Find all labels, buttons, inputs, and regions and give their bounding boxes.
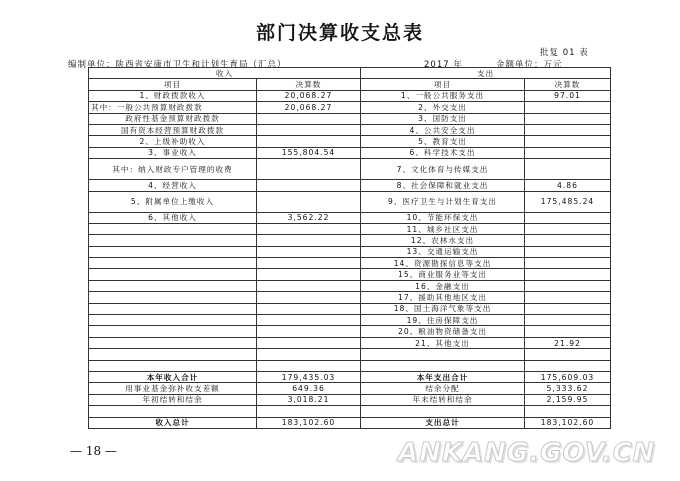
blank-row	[89, 406, 611, 417]
table-row	[89, 136, 611, 147]
expense-total-value: 175,609.03	[525, 371, 611, 382]
income-amount: 3,562.22	[257, 212, 361, 223]
income-item	[89, 315, 257, 326]
grand-income-value: 183,102.60	[257, 417, 361, 428]
expense-item: 13、交通运输支出	[361, 246, 525, 257]
table-row	[89, 280, 611, 291]
income-amount	[257, 337, 361, 348]
income-amount	[257, 280, 361, 291]
expense-amount: 175,485.24	[525, 191, 611, 212]
carry-in-label: 年初结转和结余	[89, 394, 257, 405]
fund-value: 649.36	[257, 383, 361, 394]
table-row	[89, 124, 611, 135]
blank-cell	[525, 406, 611, 417]
site-watermark: ANKANG.GOV.CN	[398, 438, 656, 468]
report-year: 2017 年	[424, 60, 463, 70]
income-amount	[257, 124, 361, 135]
income-amount	[257, 159, 361, 180]
compiling-unit: 编制单位：陕西省安康市卫生和计划生育局（汇总）	[68, 60, 287, 70]
expense-item: 18、国土海洋气象等支出	[361, 303, 525, 314]
expense-header: 支出	[361, 68, 611, 79]
income-item	[89, 280, 257, 291]
income-item	[89, 258, 257, 269]
table-row	[89, 292, 611, 303]
grand-income-label: 收入总计	[89, 417, 257, 428]
table-row	[89, 159, 611, 180]
expense-amount	[525, 159, 611, 180]
fund-label: 用事业基金弥补收支差额	[89, 383, 257, 394]
expense-amount	[525, 292, 611, 303]
expense-item-header: 项目	[361, 79, 525, 90]
expense-item: 16、金融支出	[361, 280, 525, 291]
expense-amount: 97.01	[525, 90, 611, 101]
table-row	[89, 315, 611, 326]
table-row	[89, 102, 611, 113]
income-item	[89, 269, 257, 280]
income-amount	[257, 246, 361, 257]
expense-item	[361, 349, 525, 360]
page-number: — 18 —	[70, 444, 117, 458]
income-amount	[257, 326, 361, 337]
carry-in-value: 3,018.21	[257, 394, 361, 405]
table-row	[89, 258, 611, 269]
carry-out-value: 2,159.95	[525, 394, 611, 405]
income-amount	[257, 223, 361, 234]
expense-amount	[525, 349, 611, 360]
income-item	[89, 292, 257, 303]
income-amount	[257, 292, 361, 303]
income-item	[89, 235, 257, 246]
income-item	[89, 246, 257, 257]
table-row	[89, 113, 611, 124]
expense-total-label: 本年支出合计	[361, 371, 525, 382]
expense-item: 14、资源勘探信息等支出	[361, 258, 525, 269]
expense-item: 4、公共安全支出	[361, 124, 525, 135]
expense-amount: 4.86	[525, 180, 611, 191]
table-row	[89, 191, 611, 212]
expense-amount	[525, 315, 611, 326]
distribution-label: 结余分配	[361, 383, 525, 394]
expense-amount	[525, 102, 611, 113]
expense-amount	[525, 303, 611, 314]
income-amount	[257, 136, 361, 147]
income-amount: 20,068.27	[257, 90, 361, 101]
carryover-row	[89, 394, 611, 405]
income-amount	[257, 303, 361, 314]
table-row	[89, 235, 611, 246]
expense-amount	[525, 280, 611, 291]
income-expense-table	[88, 67, 611, 429]
grand-total-row	[89, 417, 611, 428]
income-amount	[257, 235, 361, 246]
table-row	[89, 212, 611, 223]
expense-amount	[525, 269, 611, 280]
expense-item: 11、城乡社区支出	[361, 223, 525, 234]
income-item: 国有资本经营预算财政拨款	[89, 124, 257, 135]
expense-amount	[525, 136, 611, 147]
expense-item: 8、社会保障和就业支出	[361, 180, 525, 191]
grand-expense-value: 183,102.60	[525, 417, 611, 428]
table-row	[89, 303, 611, 314]
income-amount	[257, 360, 361, 371]
expense-item: 10、节能环保支出	[361, 212, 525, 223]
section-header-row	[89, 68, 611, 79]
table-row	[89, 147, 611, 158]
distribution-value: 5,333.62	[525, 383, 611, 394]
income-item: 6、其他收入	[89, 212, 257, 223]
income-item-header: 项目	[89, 79, 257, 90]
column-header-row	[89, 79, 611, 90]
table-row	[89, 223, 611, 234]
expense-amount	[525, 124, 611, 135]
income-item: 3、事业收入	[89, 147, 257, 158]
expense-item: 2、外交支出	[361, 102, 525, 113]
grand-expense-label: 支出总计	[361, 417, 525, 428]
expense-item: 5、教育支出	[361, 136, 525, 147]
table-row	[89, 349, 611, 360]
table-row	[89, 360, 611, 371]
income-amount	[257, 258, 361, 269]
expense-item: 15、商业服务业等支出	[361, 269, 525, 280]
table-row	[89, 326, 611, 337]
expense-amount	[525, 258, 611, 269]
income-amount	[257, 191, 361, 212]
table-row	[89, 246, 611, 257]
expense-item: 19、住房保障支出	[361, 315, 525, 326]
income-total-value: 179,435.03	[257, 371, 361, 382]
table-row	[89, 269, 611, 280]
expense-amount	[525, 147, 611, 158]
adjustment-row	[89, 383, 611, 394]
income-amount	[257, 113, 361, 124]
income-amount: 20,068.27	[257, 102, 361, 113]
income-item	[89, 360, 257, 371]
income-amount-header: 决算数	[257, 79, 361, 90]
income-item	[89, 223, 257, 234]
table-row	[89, 180, 611, 191]
income-item	[89, 349, 257, 360]
expense-item: 6、科学技术支出	[361, 147, 525, 158]
blank-cell	[361, 406, 525, 417]
income-item	[89, 337, 257, 348]
page-title: 部门决算收支总表	[255, 22, 424, 44]
blank-cell	[89, 406, 257, 417]
form-number: 批复 01 表	[540, 48, 589, 58]
expense-item: 7、文化体育与传媒支出	[361, 159, 525, 180]
expense-item: 17、援助其他地区支出	[361, 292, 525, 303]
income-item: 5、附属单位上缴收入	[89, 191, 257, 212]
income-header: 收入	[89, 68, 361, 79]
expense-item: 9、医疗卫生与计划生育支出	[361, 191, 525, 212]
income-amount: 155,804.54	[257, 147, 361, 158]
income-item	[89, 303, 257, 314]
income-item: 1、财政拨款收入	[89, 90, 257, 101]
expense-amount-header: 决算数	[525, 79, 611, 90]
income-amount	[257, 349, 361, 360]
income-amount	[257, 180, 361, 191]
expense-item: 1、一般公共服务支出	[361, 90, 525, 101]
income-total-label: 本年收入合计	[89, 371, 257, 382]
income-item	[89, 326, 257, 337]
expense-amount: 21.92	[525, 337, 611, 348]
expense-amount	[525, 360, 611, 371]
expense-item: 3、国防支出	[361, 113, 525, 124]
expense-amount	[525, 113, 611, 124]
table-row	[89, 90, 611, 101]
carry-out-label: 年末结转和结余	[361, 394, 525, 405]
expense-amount	[525, 246, 611, 257]
table-row	[89, 337, 611, 348]
blank-cell	[257, 406, 361, 417]
expense-amount	[525, 326, 611, 337]
expense-item: 20、粮油物资储备支出	[361, 326, 525, 337]
income-item: 2、上级补助收入	[89, 136, 257, 147]
income-amount	[257, 315, 361, 326]
expense-amount	[525, 212, 611, 223]
income-amount	[257, 269, 361, 280]
income-item: 其中：一般公共预算财政拨款	[89, 102, 257, 113]
income-item: 政府性基金预算财政拨款	[89, 113, 257, 124]
total-row	[89, 371, 611, 382]
income-item: 4、经营收入	[89, 180, 257, 191]
expense-amount	[525, 223, 611, 234]
money-unit: 金额单位：万元	[496, 60, 563, 70]
income-item: 其中：纳入财政专户管理的收费	[89, 159, 257, 180]
expense-amount	[525, 235, 611, 246]
expense-item	[361, 360, 525, 371]
expense-item: 21、其他支出	[361, 337, 525, 348]
expense-item: 12、农林水支出	[361, 235, 525, 246]
